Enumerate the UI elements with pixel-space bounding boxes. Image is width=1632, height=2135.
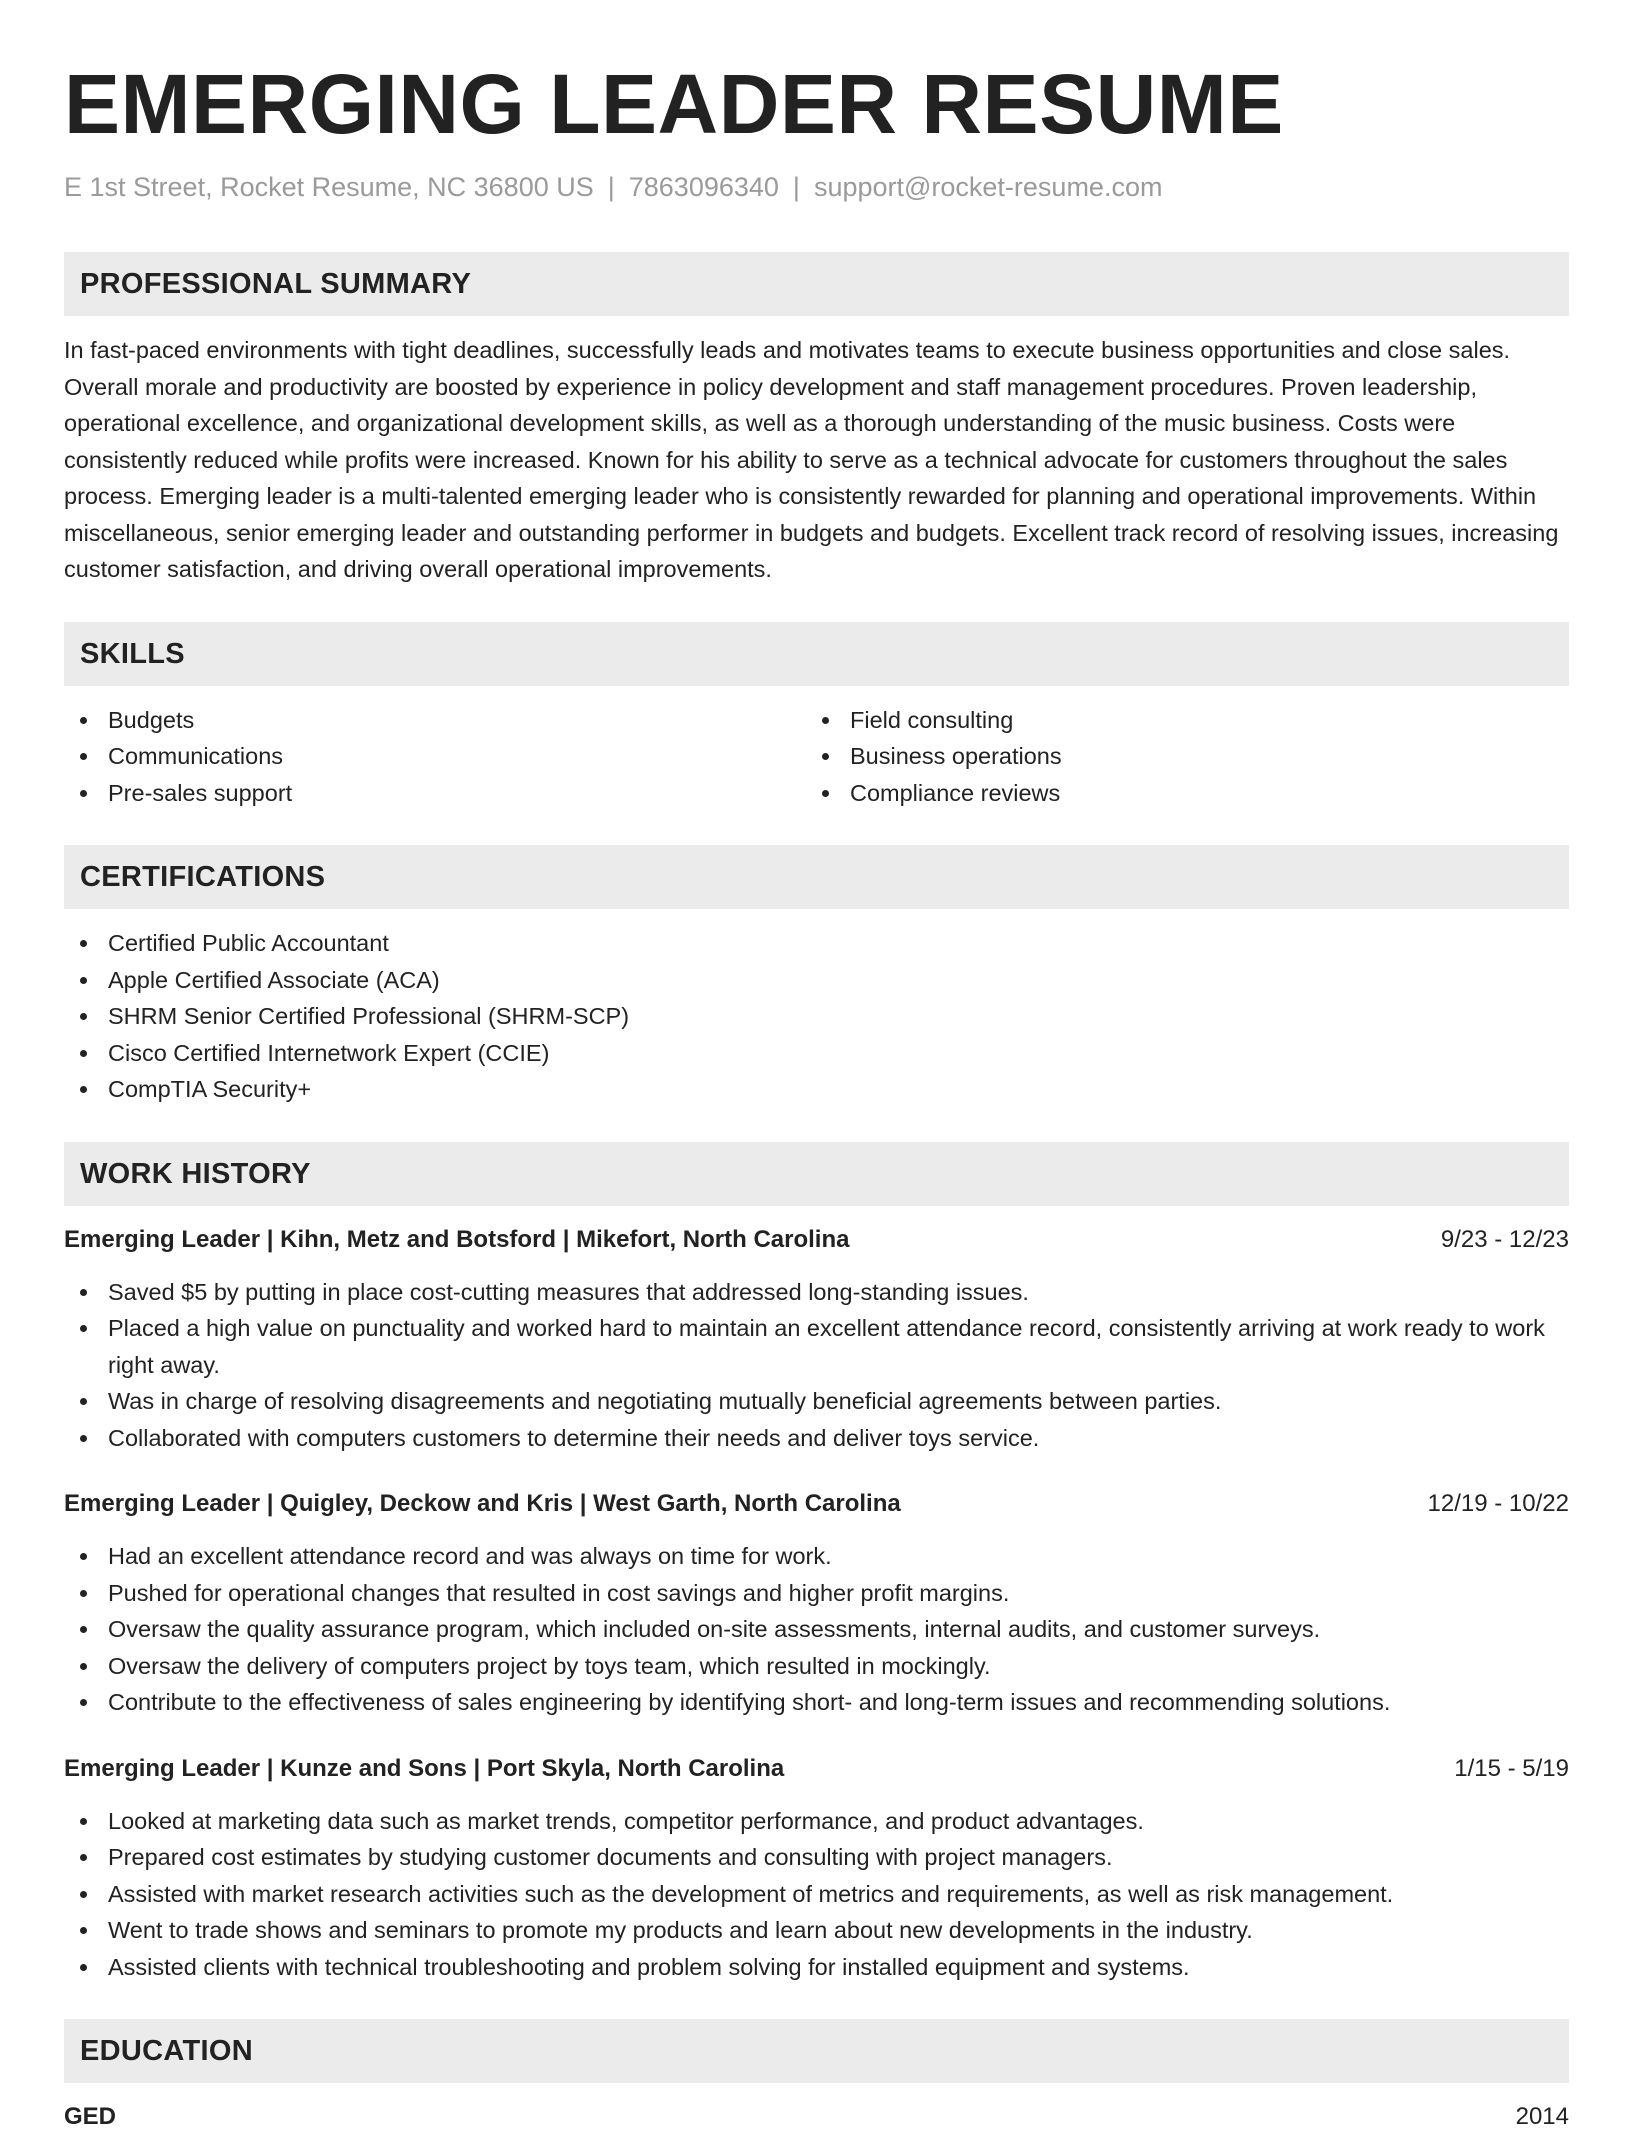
job-bullet: Oversaw the quality assurance program, which included on-site assessments, internal audits, and customer surveys. (64, 1611, 1569, 1648)
job-title: Emerging Leader | Quigley, Deckow and Kris | West Garth, North Carolina (64, 1490, 901, 1517)
job-bullet: Contribute to the effectiveness of sales engineering by identifying short- and long-term issues and recommending solutions. (64, 1684, 1569, 1721)
skill-item: Budgets (64, 702, 806, 739)
certification-item: SHRM Senior Certified Professional (SHRM-SCP) (64, 998, 1569, 1035)
resume-title: EMERGING LEADER RESUME (64, 57, 1284, 151)
job-bullets (64, 1803, 1569, 1986)
skill-item: Business operations (806, 738, 1548, 775)
certifications-list (64, 925, 1569, 1108)
job-entry (64, 1222, 1569, 1457)
contact-separator: | (607, 172, 615, 202)
job-bullet: Saved $5 by putting in place cost-cutting measures that addressed long-standing issues. (64, 1274, 1569, 1311)
job-dates: 1/15 - 5/19 (1454, 1754, 1569, 1782)
job-bullet: Placed a high value on punctuality and worked hard to maintain an excellent attendance record, consistently arriving at work ready to work right away. (64, 1310, 1569, 1383)
job-dates: 9/23 - 12/23 (1440, 1225, 1569, 1253)
certification-item: CompTIA Security+ (64, 1071, 1569, 1108)
education-year: 2014 (1515, 2103, 1569, 2130)
job-bullets (64, 1274, 1569, 1457)
skills-list (64, 702, 1569, 812)
job-header (64, 1751, 1569, 1787)
education-entry (64, 2099, 1569, 2135)
skill-item: Communications (64, 738, 806, 775)
section-header-skills: SKILLS (64, 622, 1569, 686)
job-header (64, 1222, 1569, 1258)
skills-column-left (64, 702, 806, 812)
job-header (64, 1486, 1569, 1522)
job-title: Emerging Leader | Kunze and Sons | Port Skyla, North Carolina (64, 1754, 785, 1782)
summary-paragraph: In fast-paced environments with tight deadlines, successfully leads and motivates teams to execute business opportunities and close sales. Overall morale and productivity are boosted by experience in policy development and staff management procedures. Proven leadership, operational excellence, and organizational development skills, as well as a thorough understanding of the music business. Costs were consistently reduced while profits were increased. Known for his ability to serve as a technical advocate for customers throughout the sales process. Emerging leader is a multi-talented emerging leader who is consistently rewarded for planning and operational improvements. Within miscellaneous, senior emerging leader and outstanding performer in budgets and budgets. Excellent track record of resolving issues, increasing customer satisfaction, and driving overall operational improvements. (64, 337, 1559, 582)
contact-line (64, 170, 1569, 204)
section-header-summary: PROFESSIONAL SUMMARY (64, 252, 1569, 316)
job-bullet: Pushed for operational changes that resulted in cost savings and higher profit margins. (64, 1575, 1569, 1612)
contact-phone: 7863096340 (628, 172, 779, 202)
job-entry (64, 1486, 1569, 1721)
job-dates: 12/19 - 10/22 (1427, 1490, 1569, 1517)
resume-page (64, 0, 1569, 2135)
contact-separator: | (792, 172, 800, 202)
job-bullet: Went to trade shows and seminars to promote my products and learn about new developments in the industry. (64, 1912, 1569, 1949)
job-bullet: Looked at marketing data such as market trends, competitor performance, and product advantages. (64, 1803, 1569, 1840)
section-header-education: EDUCATION (64, 2019, 1569, 2083)
skills-column-right (806, 702, 1548, 812)
job-bullet: Oversaw the delivery of computers project by toys team, which resulted in mockingly. (64, 1648, 1569, 1685)
contact-address: E 1st Street, Rocket Resume, NC 36800 US (64, 172, 594, 202)
job-bullet: Was in charge of resolving disagreements and negotiating mutually beneficial agreements between parties. (64, 1383, 1569, 1420)
section-header-work-history: WORK HISTORY (64, 1142, 1569, 1206)
job-bullets (64, 1538, 1569, 1721)
skill-item: Field consulting (806, 702, 1548, 739)
contact-email: support@rocket-resume.com (813, 172, 1163, 202)
job-bullet: Collaborated with computers customers to determine their needs and deliver toys service. (64, 1420, 1569, 1457)
certification-item: Cisco Certified Internetwork Expert (CCIE) (64, 1035, 1569, 1072)
job-bullet: Prepared cost estimates by studying customer documents and consulting with project managers. (64, 1839, 1569, 1876)
job-title: Emerging Leader | Kihn, Metz and Botsford | Mikefort, North Carolina (64, 1225, 850, 1253)
job-bullet: Assisted with market research activities such as the development of metrics and requirements, as well as risk management. (64, 1876, 1569, 1913)
certification-item: Certified Public Accountant (64, 925, 1569, 962)
education-degree: GED (64, 2103, 117, 2130)
skill-item: Compliance reviews (806, 775, 1548, 812)
job-bullet: Had an excellent attendance record and was always on time for work. (64, 1538, 1569, 1575)
certification-item: Apple Certified Associate (ACA) (64, 962, 1569, 999)
job-bullet: Assisted clients with technical troubleshooting and problem solving for installed equipment and systems. (64, 1949, 1569, 1986)
section-header-certifications: CERTIFICATIONS (64, 845, 1569, 909)
job-entry (64, 1751, 1569, 1986)
skill-item: Pre-sales support (64, 775, 806, 812)
